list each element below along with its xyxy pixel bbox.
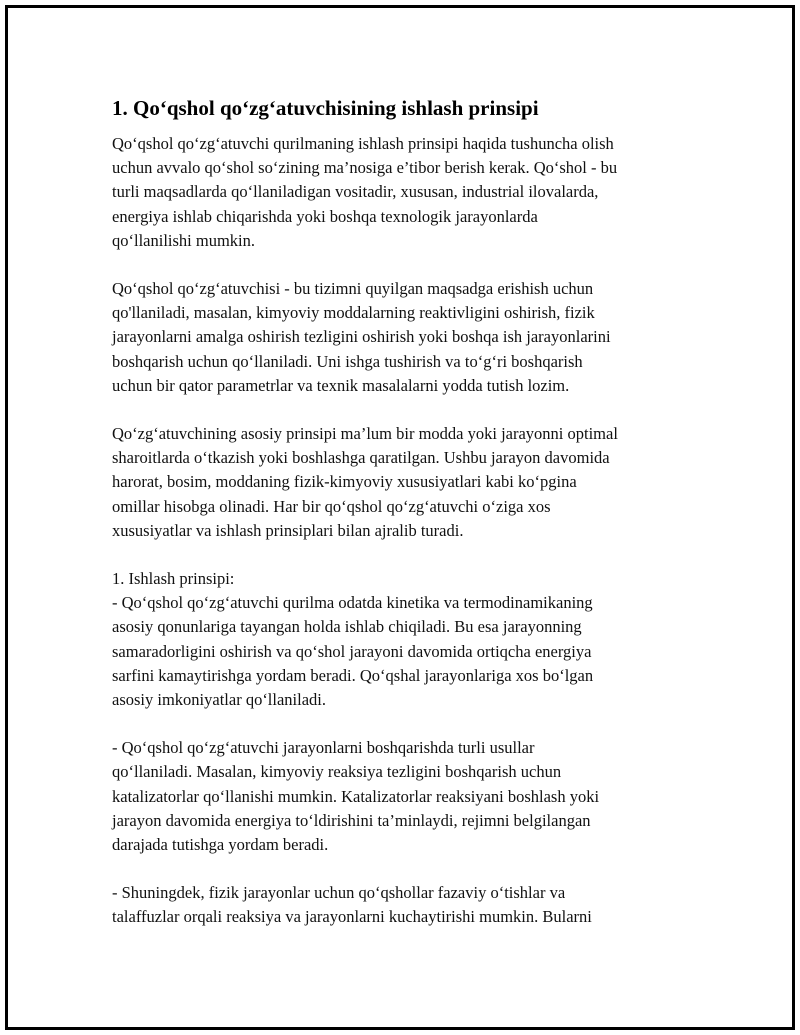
paragraph-principle: Qo‘zg‘atuvchining asosiy prinsipi ma’lum bir modda yoki jarayonni optimal sharoitlarda o‘tkazish yoki boshlashga qaratilgan. Ushbu jarayon davomida harorat, bosim, moddaning fizik-kimyoviy xususiyatlari kabi ko‘pgina omillar hisobga olinadi. Har bir qo‘qshol qo‘zg‘atuvchi o‘ziga xos xususiyatlar va ishlash prinsiplari bilan ajralib turadi. (112, 424, 618, 540)
list-item: - Qo‘qshol qo‘zg‘atuvchi jarayonlarni boshqarishda turli usullar qo‘llaniladi. Masalan, kimyoviy reaksiya tezligini boshqarish uchun katalizatorlar qo‘llanishi mumkin. Katalizatorlar reaksiyani boshlash yoki jarayon davomida energiya to‘ldirishini ta’minlaydi, rejimni belgilangan darajada tutishga yordam beradi. (112, 738, 600, 855)
paragraph-intro: Qo‘qshol qo‘zg‘atuvchi qurilmaning ishlash prinsipi haqida tushuncha olish uchun avvalo qo‘shol so‘zining ma’nosiga e’tibor berish kerak. Qo‘shol - bu turli maqsadlarda qo‘llaniladigan vositadir, xususan, industrial ilovalarda, energiya ishlab chiqarishda yoki boshqa texnologik jarayonlarda qo‘llanilishi mumkin. (112, 134, 618, 250)
list-item: - Shuningdek, fizik jarayonlar uchun qo‘qshollar fazaviy o‘tishlar va talaffuzlar orqali reaksiya va jarayonlarni kuchaytirishi mumkin. Bularni (112, 883, 592, 927)
section-heading: 1. Qo‘qshol qo‘zg‘atuvchisining ishlash prinsipi (112, 96, 539, 120)
list-title: 1. Ishlash prinsipi: (112, 569, 235, 589)
list-item: - Qo‘qshol qo‘zg‘atuvchi qurilma odatda kinetika va termodinamikaning asosiy qonunlariga tayangan holda ishlab chiqiladi. Bu esa jarayonning samaradorligini oshirish va qo‘shol jarayoni davomida ortiqcha energiya sarfini kamaytirishga yordam beradi. Qo‘qshal jarayonlariga xos bo‘lgan asosiy imkoniyatlar qo‘llaniladi. (112, 593, 594, 710)
paragraph-definition: Qo‘qshol qo‘zg‘atuvchisi - bu tizimni quyilgan maqsadga erishish uchun qo'llaniladi, masalan, kimyoviy moddalarning reaktivligini oshirish, fizik jarayonlarni amalga oshirish tezligini oshirish yoki boshqa ish jarayonlarini boshqarish uchun qo‘llaniladi. Uni ishga tushirish va to‘g‘ri boshqarish uchun bir qator parametrlar va texnik masalalarni yodda tutish lozim. (112, 279, 611, 395)
document-body (112, 95, 692, 930)
